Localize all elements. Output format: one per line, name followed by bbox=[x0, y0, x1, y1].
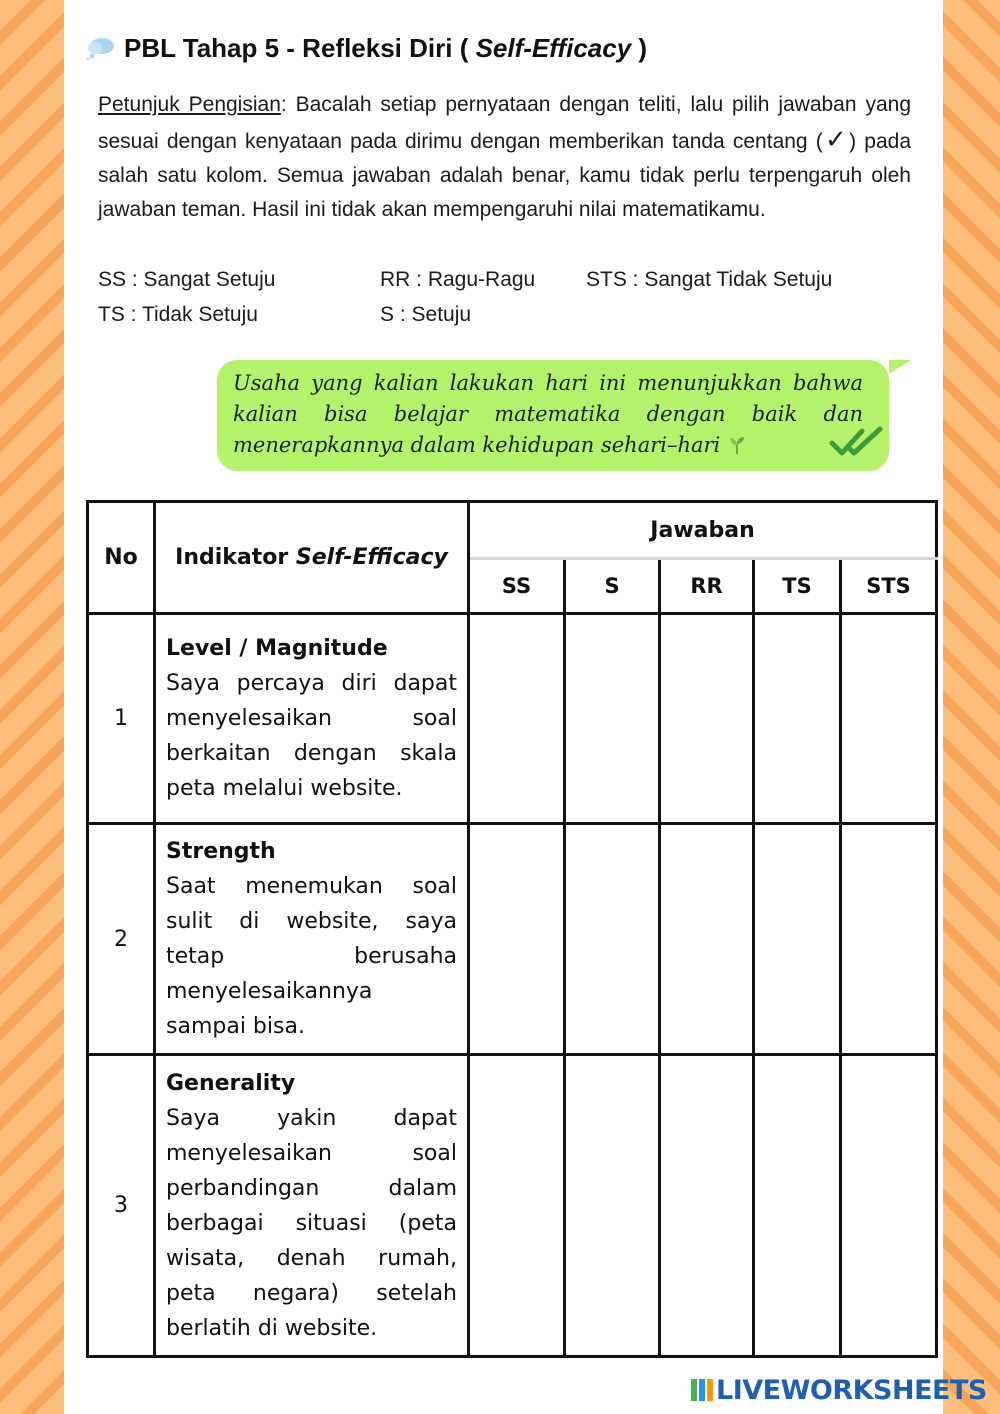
self-efficacy-table bbox=[86, 500, 938, 1358]
row-number: 3 bbox=[88, 1055, 155, 1357]
table-row bbox=[88, 614, 937, 824]
row-number: 2 bbox=[88, 824, 155, 1055]
motivation-text bbox=[233, 368, 863, 461]
liveworksheets-logo-icon bbox=[690, 1378, 714, 1402]
instructions-label: Petunjuk Pengisian bbox=[98, 93, 281, 116]
answer-cell-rr[interactable] bbox=[660, 824, 754, 1055]
answer-cell-ts[interactable] bbox=[754, 824, 841, 1055]
decorative-stripes-right bbox=[943, 0, 1000, 1414]
header-option-rr: RR bbox=[660, 559, 754, 614]
answer-cell-s[interactable] bbox=[565, 1055, 660, 1357]
instructions-paragraph bbox=[98, 88, 911, 227]
indicator-cell bbox=[155, 614, 469, 824]
legend-rr: RR : Ragu-Ragu bbox=[380, 268, 536, 291]
indicator-title: Strength bbox=[166, 839, 276, 864]
indicator-title: Generality bbox=[166, 1070, 296, 1096]
indicator-title: Level / Magnitude bbox=[166, 636, 388, 661]
answer-cell-ts[interactable] bbox=[754, 614, 841, 824]
title-italic: Self-Efficacy bbox=[475, 32, 632, 63]
header-option-ss: SS bbox=[469, 559, 565, 614]
motivation-bubble bbox=[217, 360, 889, 471]
row-number: 1 bbox=[88, 614, 155, 824]
header-option-ts: TS bbox=[754, 559, 841, 614]
legend-s: S : Setuju bbox=[380, 303, 472, 326]
header-indicator-italic: Self-Efficacy bbox=[295, 545, 448, 570]
header-indicator: Indikator Self-Efficacy bbox=[155, 502, 469, 614]
answer-cell-sts[interactable] bbox=[841, 1055, 937, 1357]
indicator-statement: Saya percaya diri dapat menyelesaikan soal berkaitan dengan skala peta melalui website. bbox=[166, 671, 457, 801]
answer-cell-s[interactable] bbox=[565, 824, 660, 1055]
decorative-stripes-left bbox=[0, 0, 64, 1414]
answer-cell-ss[interactable] bbox=[469, 1055, 565, 1357]
title-suffix: ) bbox=[631, 32, 648, 63]
header-option-sts: STS bbox=[841, 559, 937, 614]
instructions-text-before: : Bacalah setiap pernyataan dengan teliti, lalu pilih jawaban yang sesuai dengan kenyataan pada dirimu dengan memberikan tanda centang ( bbox=[98, 93, 911, 153]
answer-cell-sts[interactable] bbox=[841, 824, 937, 1055]
answer-cell-ss[interactable] bbox=[469, 614, 565, 824]
indicator-cell bbox=[155, 824, 469, 1055]
table-row bbox=[88, 1055, 937, 1357]
checkmark-symbol: ✓ bbox=[822, 124, 850, 154]
answer-cell-ss[interactable] bbox=[469, 824, 565, 1055]
answer-cell-s[interactable] bbox=[565, 614, 660, 824]
brand-name: LIVEWORKSHEETS bbox=[716, 1374, 987, 1406]
indicator-cell bbox=[155, 1055, 469, 1357]
legend-sts: STS : Sangat Tidak Setuju bbox=[586, 268, 833, 291]
sprout-icon bbox=[727, 435, 747, 455]
indicator-statement: Saat menemukan soal sulit di website, saya tetap berusaha menyelesaikannya sampai bisa. bbox=[166, 874, 457, 1039]
double-check-icon bbox=[829, 425, 885, 459]
header-option-s: S bbox=[565, 559, 660, 614]
page-title bbox=[86, 28, 647, 68]
indicator-statement: Saya yakin dapat menyelesaikan soal perbandingan dalam berbagai situasi (peta wisata, denah rumah, peta negara) setelah berlatih di website. bbox=[166, 1105, 457, 1341]
answer-cell-sts[interactable] bbox=[841, 614, 937, 824]
answer-cell-rr[interactable] bbox=[660, 614, 754, 824]
table-row bbox=[88, 824, 937, 1055]
answer-legend bbox=[98, 262, 918, 332]
thought-cloud-icon bbox=[86, 36, 116, 60]
legend-ss: SS : Sangat Setuju bbox=[98, 268, 276, 291]
legend-ts: TS : Tidak Setuju bbox=[98, 303, 258, 326]
motivation-text-content: Usaha yang kalian lakukan hari ini menunjukkan bahwa kalian bisa belajar matematika dengan baik dan menerapkannya dalam kehidupan sehari–hari bbox=[233, 371, 863, 457]
answer-cell-rr[interactable] bbox=[660, 1055, 754, 1357]
liveworksheets-brand[interactable] bbox=[690, 1375, 987, 1405]
header-jawaban: Jawaban bbox=[469, 502, 937, 559]
title-prefix: PBL Tahap 5 - Refleksi Diri ( bbox=[124, 32, 476, 63]
answer-cell-ts[interactable] bbox=[754, 1055, 841, 1357]
instructions-text-after: ) pada salah satu kolom. Semua jawaban adalah benar, kamu tidak perlu terpengaruh oleh jawaban teman. Hasil ini tidak akan mempengaruhi nilai matematikamu. bbox=[98, 130, 912, 221]
header-no: No bbox=[88, 502, 155, 614]
